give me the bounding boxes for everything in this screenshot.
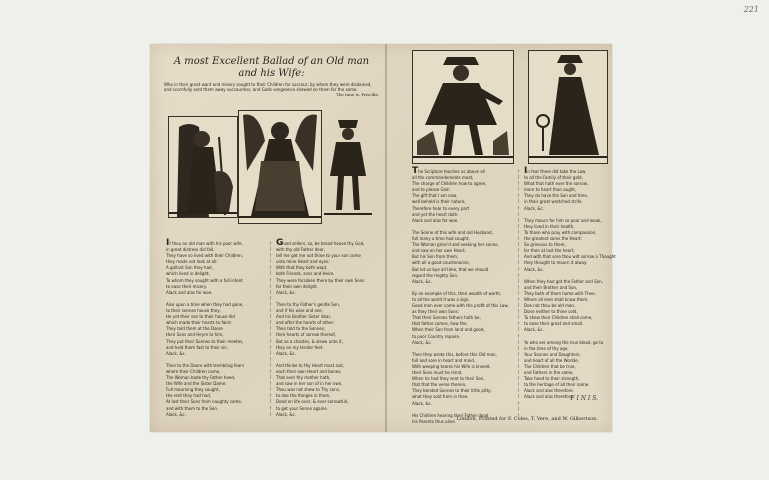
verse-line: Alack and alas therefore. xyxy=(524,388,574,394)
verse-line: They bended Sonnes to their little pitty, xyxy=(412,388,492,394)
right-column-1 xyxy=(412,168,516,426)
verse-line: The Children that be true, xyxy=(524,364,576,369)
verse-line: Therefore hear to every part xyxy=(412,205,470,211)
verse-line: Doe not thou be old man, xyxy=(524,303,576,309)
verse-line: A gallant Son they had, xyxy=(166,265,213,271)
verse-line: in their great wretched strife. xyxy=(524,199,583,205)
verse-line: Alack, &c. xyxy=(276,289,296,295)
verse-line: unto mine Heart and eyes: xyxy=(276,259,330,265)
verse-line: Done neither to thine cold, xyxy=(524,309,578,315)
verse-line: So grievous to them, xyxy=(524,242,566,248)
verse-line: The charge of Children how to agree, xyxy=(412,181,487,187)
verse-line: for their own delight. xyxy=(276,283,319,289)
verse-line: When he had they sent to their Son, xyxy=(412,376,485,382)
verse-line: In fear there did take the Law xyxy=(524,166,586,176)
verse-line: well beheld is their nature, xyxy=(412,199,466,205)
verse-line: What that hath ever the sorrow, xyxy=(524,181,589,187)
verse-line: and held them fast to their sin. xyxy=(166,344,229,350)
woodcut-old-woman-icon xyxy=(239,111,321,223)
left-column-1 xyxy=(166,240,268,418)
verse-line: With weeping teares his Wife is kneeld, xyxy=(412,364,491,369)
verse-line: Where all men shall know them, xyxy=(524,296,589,302)
woodcut-cavalier-icon xyxy=(413,51,513,163)
title-block xyxy=(164,56,379,97)
verse-line: Alack, &c. xyxy=(524,205,544,211)
verse-line: Also upon a time when they had gone, xyxy=(166,301,244,307)
verse-line: and with them to the Son. xyxy=(166,405,219,411)
verse-line: they lived in their health, xyxy=(524,223,575,229)
verse-line: At last their Sons from naughty came, xyxy=(166,399,243,405)
verse-line: They both of them home with Thee, xyxy=(524,290,596,296)
verse-line: and their Brother and Son, xyxy=(524,284,578,290)
verse-line: Alack, &c. xyxy=(412,400,432,406)
verse-line: By an example of this, their wealth of worth, xyxy=(412,290,502,296)
verse-line: tell me get me not thine to your son come xyxy=(276,253,361,259)
verse-line: their hearts of sorrow thereof, xyxy=(276,332,337,338)
printer-imprint: London, Printed for F. Coles, T. Vere, and W. Gilbertson. xyxy=(456,416,598,422)
verse-line: in great distress did fall, xyxy=(166,247,215,253)
verse-line: The Scripture teaches us above all xyxy=(412,166,485,176)
verse-line: each their own Heart and bones, xyxy=(276,368,342,374)
verse-line: But let us bye all time, that we should xyxy=(412,266,489,272)
verse-line: Alack, &c. xyxy=(276,350,296,356)
verse-line: to their sonnes house they, xyxy=(166,308,221,314)
verse-line: They mourn for him so poor and weak, xyxy=(524,217,602,223)
verse-line: and Fathers in the same, xyxy=(524,370,574,376)
verse-line: that that the verse therein, xyxy=(412,382,467,388)
verse-line: that father comes, how the, xyxy=(412,321,468,327)
ballad-subtitle: Who in their great want and misery sought to their Children for succour, by whom they were disdained, and scornfully sent them away succourless, and Gods vengeance shewed on them for the same. xyxy=(164,82,372,92)
verse-line: Then told to the Sonnes, xyxy=(276,326,326,332)
verse-line: and saw in her son of in her own, xyxy=(276,381,343,387)
verse-line: for then at last the heart, xyxy=(524,248,575,254)
verse-line: And thinke to thy Heart most sad, xyxy=(276,362,344,368)
verse-line: their Sons and Heyre to him, xyxy=(166,332,224,338)
woodcut-old-man-icon xyxy=(169,117,237,217)
right-divider: | | | | | | | | | | | | | | | | | | | | | | | | | | | | | | | | | | | | | | | | | xyxy=(518,168,520,417)
verse-line: They do have the Son and time, xyxy=(524,193,589,199)
verse-line: To those who pray with compassion, xyxy=(524,229,597,235)
verse-line: They put their Sonnes to their meetes, xyxy=(166,338,244,344)
verse-line: to ease their misery. xyxy=(166,283,207,289)
verse-line: they made not look at all: xyxy=(166,259,218,265)
woodcut-cavalier xyxy=(412,50,514,164)
verse-line: Then to thy Father's gentle Son, xyxy=(276,301,341,307)
verse-line: as they their own Sons: xyxy=(412,309,460,315)
verse-line: Alack, &c. xyxy=(412,278,432,284)
verse-line: But as a chastes, & alsow unto it, xyxy=(276,338,343,344)
verse-line: The Woman griev'd and seeking her sonne, xyxy=(412,242,499,248)
verse-line: That their Sonnes fathers hath be, xyxy=(412,315,481,321)
verse-line: to the heritage of all their name. xyxy=(524,382,590,388)
verse-line: Then they wrote this, before this Old man, xyxy=(412,351,497,357)
verse-line: the rent they had had, xyxy=(166,393,212,399)
verse-line: The Sonne of this wife and old Husband, xyxy=(412,229,493,235)
verse-line: regard the mighty Son. xyxy=(412,272,459,278)
verse-line: in the time of thy age, xyxy=(524,345,569,351)
verse-line: to get your Sonne againe. xyxy=(276,405,329,411)
ballad-title: A most Excellent Ballad of an Old man and his Wife: xyxy=(173,56,370,79)
verse-line: Alack, &c. xyxy=(524,327,544,333)
ballad-tune: The tune is, Priscilla. xyxy=(336,92,379,97)
verse-line: their Sons must he mind, xyxy=(412,370,463,376)
verse-line: Then to the Doore with trembling fears xyxy=(166,362,245,368)
verse-line: to ease their great and small. xyxy=(524,321,584,327)
verse-line: They were forsaken there by their own Sons xyxy=(276,277,365,283)
verse-line: to all the world it was a sign, xyxy=(412,296,470,302)
verse-line: Ye who are among the true blood, go to xyxy=(524,339,604,345)
verse-line: And his Brother Sister dear, xyxy=(276,314,332,320)
verse-line: both Friends, sons and Heire, xyxy=(276,271,335,277)
verse-line: Dead on life over, & ever sorrowfull, xyxy=(276,399,349,405)
woodcut-gentleman-small-icon xyxy=(322,114,374,218)
verse-line: to all the Family of their gold, xyxy=(524,175,583,181)
woodcut-lady-icon xyxy=(529,51,607,163)
verse-line: Alack, &c. xyxy=(524,266,544,272)
verse-line: and yet the heart doth. xyxy=(412,211,459,217)
verse-line: where their Children came, xyxy=(166,368,221,374)
verse-line: He yet their son to their house did xyxy=(166,314,235,320)
verse-line: To shew their Children shall come, xyxy=(524,315,593,321)
verse-line: Alack and alas for woe. xyxy=(166,289,213,295)
verse-line: his Parents thus alive. xyxy=(412,418,456,424)
finis-mark: F I N I S. xyxy=(570,395,598,402)
woodcut-lady xyxy=(528,50,608,164)
page-number: 221 xyxy=(743,5,759,14)
verse-line: the Wife and the Sister Dame: xyxy=(166,381,227,387)
verse-line: and to please God: xyxy=(412,187,450,193)
verse-line: But his Son from them, xyxy=(412,254,459,260)
verse-line: full and sore in heart and mind, xyxy=(412,357,476,363)
verse-line: When their Son from land and good, xyxy=(412,327,485,333)
verse-line: and after the hearts of other: xyxy=(276,320,335,326)
verse-line: Alack, &c. xyxy=(276,411,296,417)
verse-line: with all a good countenance, xyxy=(412,260,470,266)
verse-line: Good sellers, so, be bread heave thy God, xyxy=(276,238,365,248)
verse-line: That ever thy mother hath, xyxy=(276,375,331,381)
verse-line: They have so lived with their Children, xyxy=(166,253,244,259)
woodcut-old-woman xyxy=(238,110,322,224)
verse-line: Full mourning they sought, xyxy=(166,387,220,393)
verse-line: Your Sonnes and Daughters, xyxy=(524,351,581,357)
broadside-sheet xyxy=(150,44,616,432)
woodcut-old-man xyxy=(168,116,238,218)
verse-line: If thou an old man with his poor wife, xyxy=(166,238,243,248)
verse-line: which lived in delight, xyxy=(166,271,210,277)
verse-line: which made their hearts to faint: xyxy=(166,320,232,326)
verse-line: they thought to mourn it alway. xyxy=(524,260,588,266)
verse-line: His Children hearing their Father dead xyxy=(412,412,489,418)
verse-line: When they had got the Father and Son, xyxy=(524,278,603,284)
verse-line: With that they both wept, xyxy=(276,265,328,271)
verse-line: and heart of all the Worlde, xyxy=(524,357,579,363)
left-divider: | | | | | | | | | | | | | | | | | | | | | | | | | | | | | xyxy=(270,240,272,416)
woodcut-gentleman-small xyxy=(322,114,374,218)
verse-line: They told them at the Doore xyxy=(166,326,223,332)
verse-line: The gift that I am now, xyxy=(412,193,458,199)
verse-line: and saw on her own Heart, xyxy=(412,248,466,254)
center-fold xyxy=(385,44,387,432)
verse-line: with thy old Father dear, xyxy=(276,247,326,253)
verse-line: Take heed to their strength, xyxy=(524,376,580,382)
verse-line: Alack, &c. xyxy=(166,350,186,356)
verse-line: to poor Country repaire. xyxy=(412,333,461,339)
verse-line: and if his wise and see, xyxy=(276,308,323,314)
left-column-2 xyxy=(276,240,380,418)
verse-line: Alack and alas for woe. xyxy=(412,217,459,223)
verse-line: more to heart than ought, xyxy=(524,187,577,193)
verse-line: full many a time had sought, xyxy=(412,236,470,242)
verse-line: the greatest sores the Heart: xyxy=(524,236,583,242)
verse-line: Alack, &c. xyxy=(166,411,186,417)
verse-line: Good men ever came with the profit of this Law, xyxy=(412,303,509,309)
verse-line: to doe the thinges in them, xyxy=(276,393,331,399)
verse-line: Alack and alas therefore. xyxy=(524,394,574,400)
verse-line: Alack, &c. xyxy=(412,339,432,345)
verse-line: all the commandements most, xyxy=(412,175,474,181)
verse-line: The Woman bade thy Father heed, xyxy=(166,375,236,381)
verse-line: And with that sore thou wilt sorrow a Thought xyxy=(524,254,616,260)
verse-line: what they sold from in thee. xyxy=(412,394,469,400)
verse-line: Thou was not shew to Thy sons, xyxy=(276,387,341,393)
verse-line: they on my tender feet. xyxy=(276,344,324,350)
verse-line: To whom they sought with a full intent xyxy=(166,277,243,283)
